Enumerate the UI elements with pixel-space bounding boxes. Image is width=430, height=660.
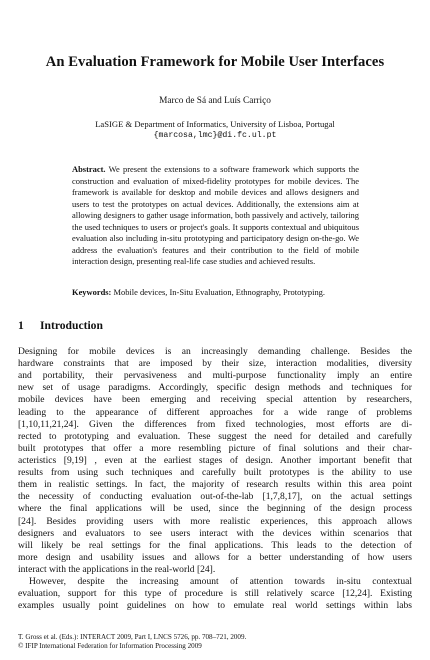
- body-line: them in realistic settings. In fact, the majority of research results within this area point: [18, 479, 412, 491]
- authors: Marco de Sá and Luís Carriço: [159, 96, 271, 106]
- body-line: [24]. Besides providing users with more realistic experiences, this approach allows: [18, 515, 412, 527]
- body-line: leading to the appearance of different approaches for a wide range of problems: [18, 406, 412, 418]
- body-line: and portability, their pervasiveness and multi-purpose functionality imply an entire: [18, 370, 412, 382]
- keywords-text: Mobile devices, In-Situ Evaluation, Ethnography, Prototyping.: [113, 287, 326, 297]
- footer-copyright: © IFIP International Federation for Information Processing 2009: [18, 642, 202, 651]
- body-text: [18, 346, 412, 612]
- body-line: new set of usage paradigms. Accordingly, specific design methods and techniques for: [18, 382, 412, 394]
- body-line: designers and evaluators to see users interact with the devices within scenarios that: [18, 527, 412, 539]
- affiliation: LaSIGE & Department of Informatics, University of Lisboa, Portugal: [95, 119, 335, 129]
- section-heading: [18, 319, 103, 332]
- body-line: the necessity of conducting evaluation out-of-the-lab [1,7,8,17], on the actual settings: [18, 491, 412, 503]
- body-line: examples usually point guidelines on how to emulate real world settings within labs: [18, 600, 412, 612]
- body-line: rected to prototyping and evaluation. These suggest the need for detailed and carefully: [18, 430, 412, 442]
- section-number: 1: [18, 319, 24, 332]
- body-line: Designing for mobile devices is an increasingly demanding challenge. Besides the: [18, 346, 412, 357]
- body-line: built prototypes that offer a more resembling picture of final solutions and their char-: [18, 442, 412, 454]
- paper-title: An Evaluation Framework for Mobile User Interfaces: [45, 54, 385, 70]
- body-line: However, despite the increasing amount of attention towards in-situ contextual: [29, 576, 412, 588]
- affiliation-block: [20, 118, 410, 142]
- abstract-text: We present the extensions to a software framework which supports the construction and evaluation of mixed-fidelity prototypes for mobile devices. The framework is available for desktop and mobile devices and allows designers and users to test the prototypes on actual devices. Additionally, the extensions aim at allowing designers to gather usage information, both passively and actively, tailoring the used techniques to users or project's goals. It supports contextual and ubiquitous evaluation also including in-situ prototyping and participatory design on-the-go. We address the evaluation's features and their contribution to the field of mobile interaction design, presenting real-life case studies and achieved results.: [72, 164, 359, 266]
- body-line: results from using such techniques and carefully built prototypes is the ability to use: [18, 467, 412, 479]
- abstract-label: Abstract.: [72, 164, 106, 174]
- body-line: evaluation, support for this type of procedure is still relatively scarce [12,24]. Existing: [18, 588, 412, 600]
- section-title: Introduction: [40, 319, 103, 332]
- footer-citation: T. Gross et al. (Eds.): INTERACT 2009, Part I, LNCS 5726, pp. 708–721, 2009.: [18, 633, 247, 641]
- keywords: [72, 287, 359, 299]
- body-line: hardware constraints that are imposed by their size, interaction modalities, diversity: [18, 358, 412, 370]
- abstract: [72, 164, 359, 268]
- footer: [18, 633, 412, 652]
- body-line: will likely be real settings for the final applications. This leads to the detection of: [18, 539, 412, 551]
- body-line: more design and usability issues and allows for a better understanding of how users: [18, 551, 412, 563]
- body-line: where the final applications will be used, since the beginning of the design process: [18, 503, 412, 515]
- body-line: [1,10,11,21,24]. Given the differences from fixed technologies, most efforts are di-: [18, 418, 412, 430]
- body-line: mobile devices have been emerging and receiving special attention by researchers,: [18, 394, 412, 406]
- body-line: interact with the applications in the real-world [24].: [18, 563, 216, 575]
- keywords-label: Keywords:: [72, 287, 112, 297]
- body-line: acteristics [9,19] , even at the earliest stages of design. Another important benefit that: [18, 454, 412, 466]
- author-email: {marcosa,lmc}@di.fc.ul.pt: [153, 131, 277, 140]
